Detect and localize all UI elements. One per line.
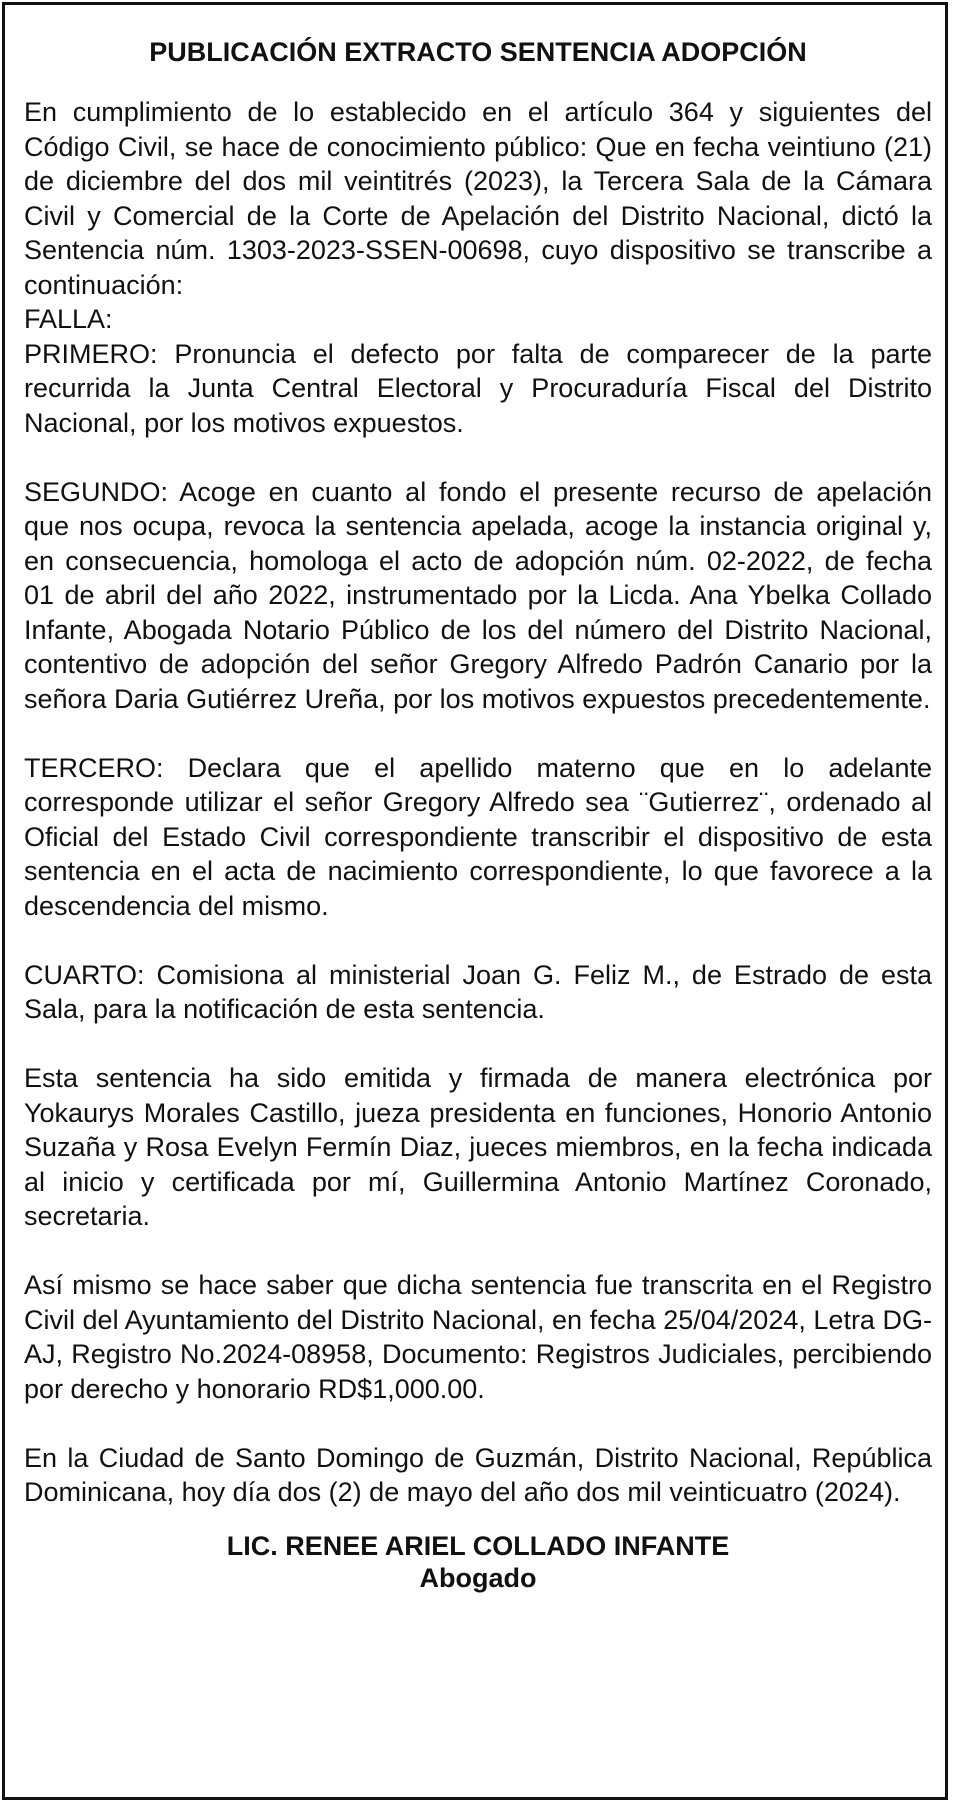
firmas-paragraph: Esta sentencia ha sido emitida y firmada de manera electrónica por Yokaurys Morales Castillo, jueza presidenta en funciones, Honorio Antonio Suzaña y Rosa Evelyn Fermín Diaz, jueces miembros, en la fecha indicada al inicio y certificada por mí, Guillermina Antonio Martínez Coronado, secretaria. bbox=[24, 1063, 932, 1231]
signature-role: Abogado bbox=[419, 1562, 537, 1593]
tercero-paragraph: TERCERO: Declara que el apellido materno que en lo adelante corresponde utilizar el señor Gregory Alfredo sea ¨Gutierrez¨, ordenado al Oficial del Estado Civil correspondiente transcribir el dispositivo de esta sentencia en el acta de nacimiento correspondiente, lo que favorece a la descendencia del mismo. bbox=[24, 752, 932, 921]
notice-content bbox=[24, 35, 932, 1594]
paragraph-spacer bbox=[24, 923, 932, 958]
paragraph-spacer bbox=[24, 1027, 932, 1062]
notice-frame bbox=[2, 2, 948, 1800]
segundo-paragraph: SEGUNDO: Acoge en cuanto al fondo el presente recurso de apelación que nos ocupa, revoca la sentencia apelada, acoge la instancia original y, en consecuencia, homologa el acto de adopción núm. 02-2022, de fecha 01 de abril del año 2022, instrumentado por la Licda. Ana Ybelka Collado Infante, Abogada Notario Público de los del número del Distrito Nacional, contentivo de adopción del señor Gregory Alfredo Padrón Canario por la señora Daria Gutiérrez Ureña, por los motivos expuestos precedentemente. bbox=[24, 476, 932, 714]
signature-name: LIC. RENEE ARIEL COLLADO INFANTE bbox=[226, 1530, 730, 1561]
falla-heading: FALLA: bbox=[24, 304, 113, 334]
cuarto-paragraph: CUARTO: Comisiona al ministerial Joan G. Feliz M., de Estrado de esta Sala, para la notificación de esta sentencia. bbox=[24, 959, 932, 1024]
primero-paragraph: PRIMERO: Pronuncia el defecto por falta de comparecer de la parte recurrida la Junta Central Electoral y Procuraduría Fiscal del Distrito Nacional, por los motivos expuestos. bbox=[24, 338, 932, 438]
place-date-paragraph: En la Ciudad de Santo Domingo de Guzmán, Distrito Nacional, República Dominicana, hoy día dos (2) de mayo del año dos mil veinticuatro (2024). bbox=[24, 1442, 932, 1507]
intro-paragraph: En cumplimiento de lo establecido en el artículo 364 y siguientes del Código Civil, se hace de conocimiento público: Que en fecha veintiuno (21) de diciembre del dos mil veintitrés (2023), la Tercera Sala de la Cámara Civil y Comercial de la Corte de Apelación del Distrito Nacional, dictó la Sentencia núm. 1303-2023-SSEN-00698, cuyo dispositivo se transcribe a continuación: bbox=[24, 97, 932, 300]
paragraph-spacer bbox=[24, 440, 932, 475]
registro-paragraph: Así mismo se hace saber que dicha sentencia fue transcrita en el Registro Civil del Ayuntamiento del Distrito Nacional, en fecha 25/04/2024, Letra DG-AJ, Registro No.2024-08958, Documento: Registros Judiciales, percibiendo por derecho y honorario RD$1,000.00. bbox=[24, 1270, 932, 1404]
paragraph-spacer bbox=[24, 1234, 932, 1269]
signature-block bbox=[24, 1530, 932, 1594]
paragraph-spacer bbox=[24, 716, 932, 751]
paragraph-spacer bbox=[24, 1406, 932, 1441]
page-title: PUBLICACIÓN EXTRACTO SENTENCIA ADOPCIÓN bbox=[149, 37, 807, 67]
